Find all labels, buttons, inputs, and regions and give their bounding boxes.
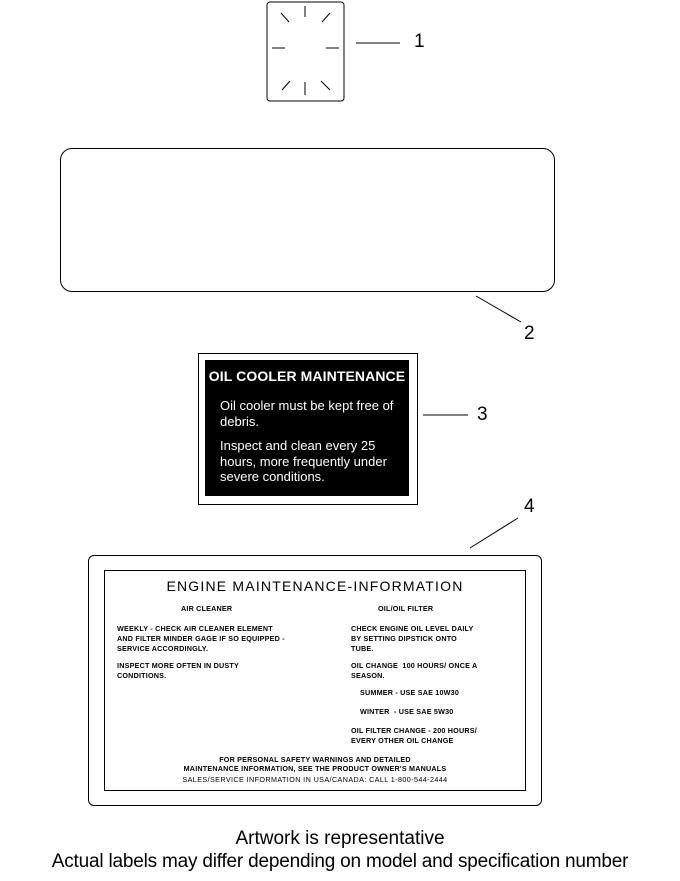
callout-1: 1 [414, 31, 425, 52]
oil-filter-text-3: SUMMER - USE SAE 10W30 [360, 688, 460, 697]
oil-filter-text-4: WINTER - USE SAE 5W30 [360, 707, 454, 716]
air-cleaner-text-2: INSPECT MORE OFTEN IN DUSTY CONDITIONS. [117, 661, 240, 680]
air-cleaner-heading: AIR CLEANER [181, 604, 233, 613]
leader-line-2 [476, 296, 521, 322]
oil-filter-text-1: CHECK ENGINE OIL LEVEL DAILY BY SETTING DIPSTICK ONTO TUBE. [351, 624, 474, 653]
callout-2: 2 [524, 323, 535, 344]
safety-text-2: MAINTENANCE INFORMATION, SEE THE PRODUCT OWNER'S MANUALS [183, 764, 447, 773]
safety-text-1: FOR PERSONAL SAFETY WARNINGS AND DETAILED [219, 755, 411, 764]
air-cleaner-text-1: WEEKLY - CHECK AIR CLEANER ELEMENT AND FILTER MINDER GAGE IF SO EQUIPPED - SERVICE ACCORDINGLY. [117, 624, 285, 653]
sales-service-text: SALES/SERVICE INFORMATION IN USA/CANADA: CALL 1-800-544-2444 [182, 775, 448, 784]
engine-label-title: ENGINE MAINTENANCE-INFORMATION [166, 578, 464, 594]
footer-line-1: Artwork is representative [235, 828, 445, 849]
oil-cooler-text-2: Inspect and clean every 25 hours, more frequently under severe conditions. [220, 438, 387, 484]
callout-4: 4 [524, 496, 535, 517]
oil-cooler-label [205, 360, 409, 496]
oil-filter-heading: OIL/OIL FILTER [378, 604, 434, 613]
oil-filter-text-2: OIL CHANGE 100 HOURS/ ONCE A SEASON. [351, 661, 478, 680]
label-2-blank [60, 148, 555, 292]
oil-cooler-text-1: Oil cooler must be kept free of debris. [220, 398, 394, 429]
oil-filter-text-5: OIL FILTER CHANGE - 200 HOURS/ EVERY OTHER OIL CHANGE [351, 726, 477, 745]
callout-3: 3 [477, 404, 488, 425]
leader-line-4 [470, 518, 518, 548]
oil-cooler-title: OIL COOLER MAINTENANCE [208, 368, 406, 384]
engine-maintenance-label [104, 570, 526, 791]
footer-line-2: Actual labels may differ depending on model and specification number [51, 851, 629, 872]
